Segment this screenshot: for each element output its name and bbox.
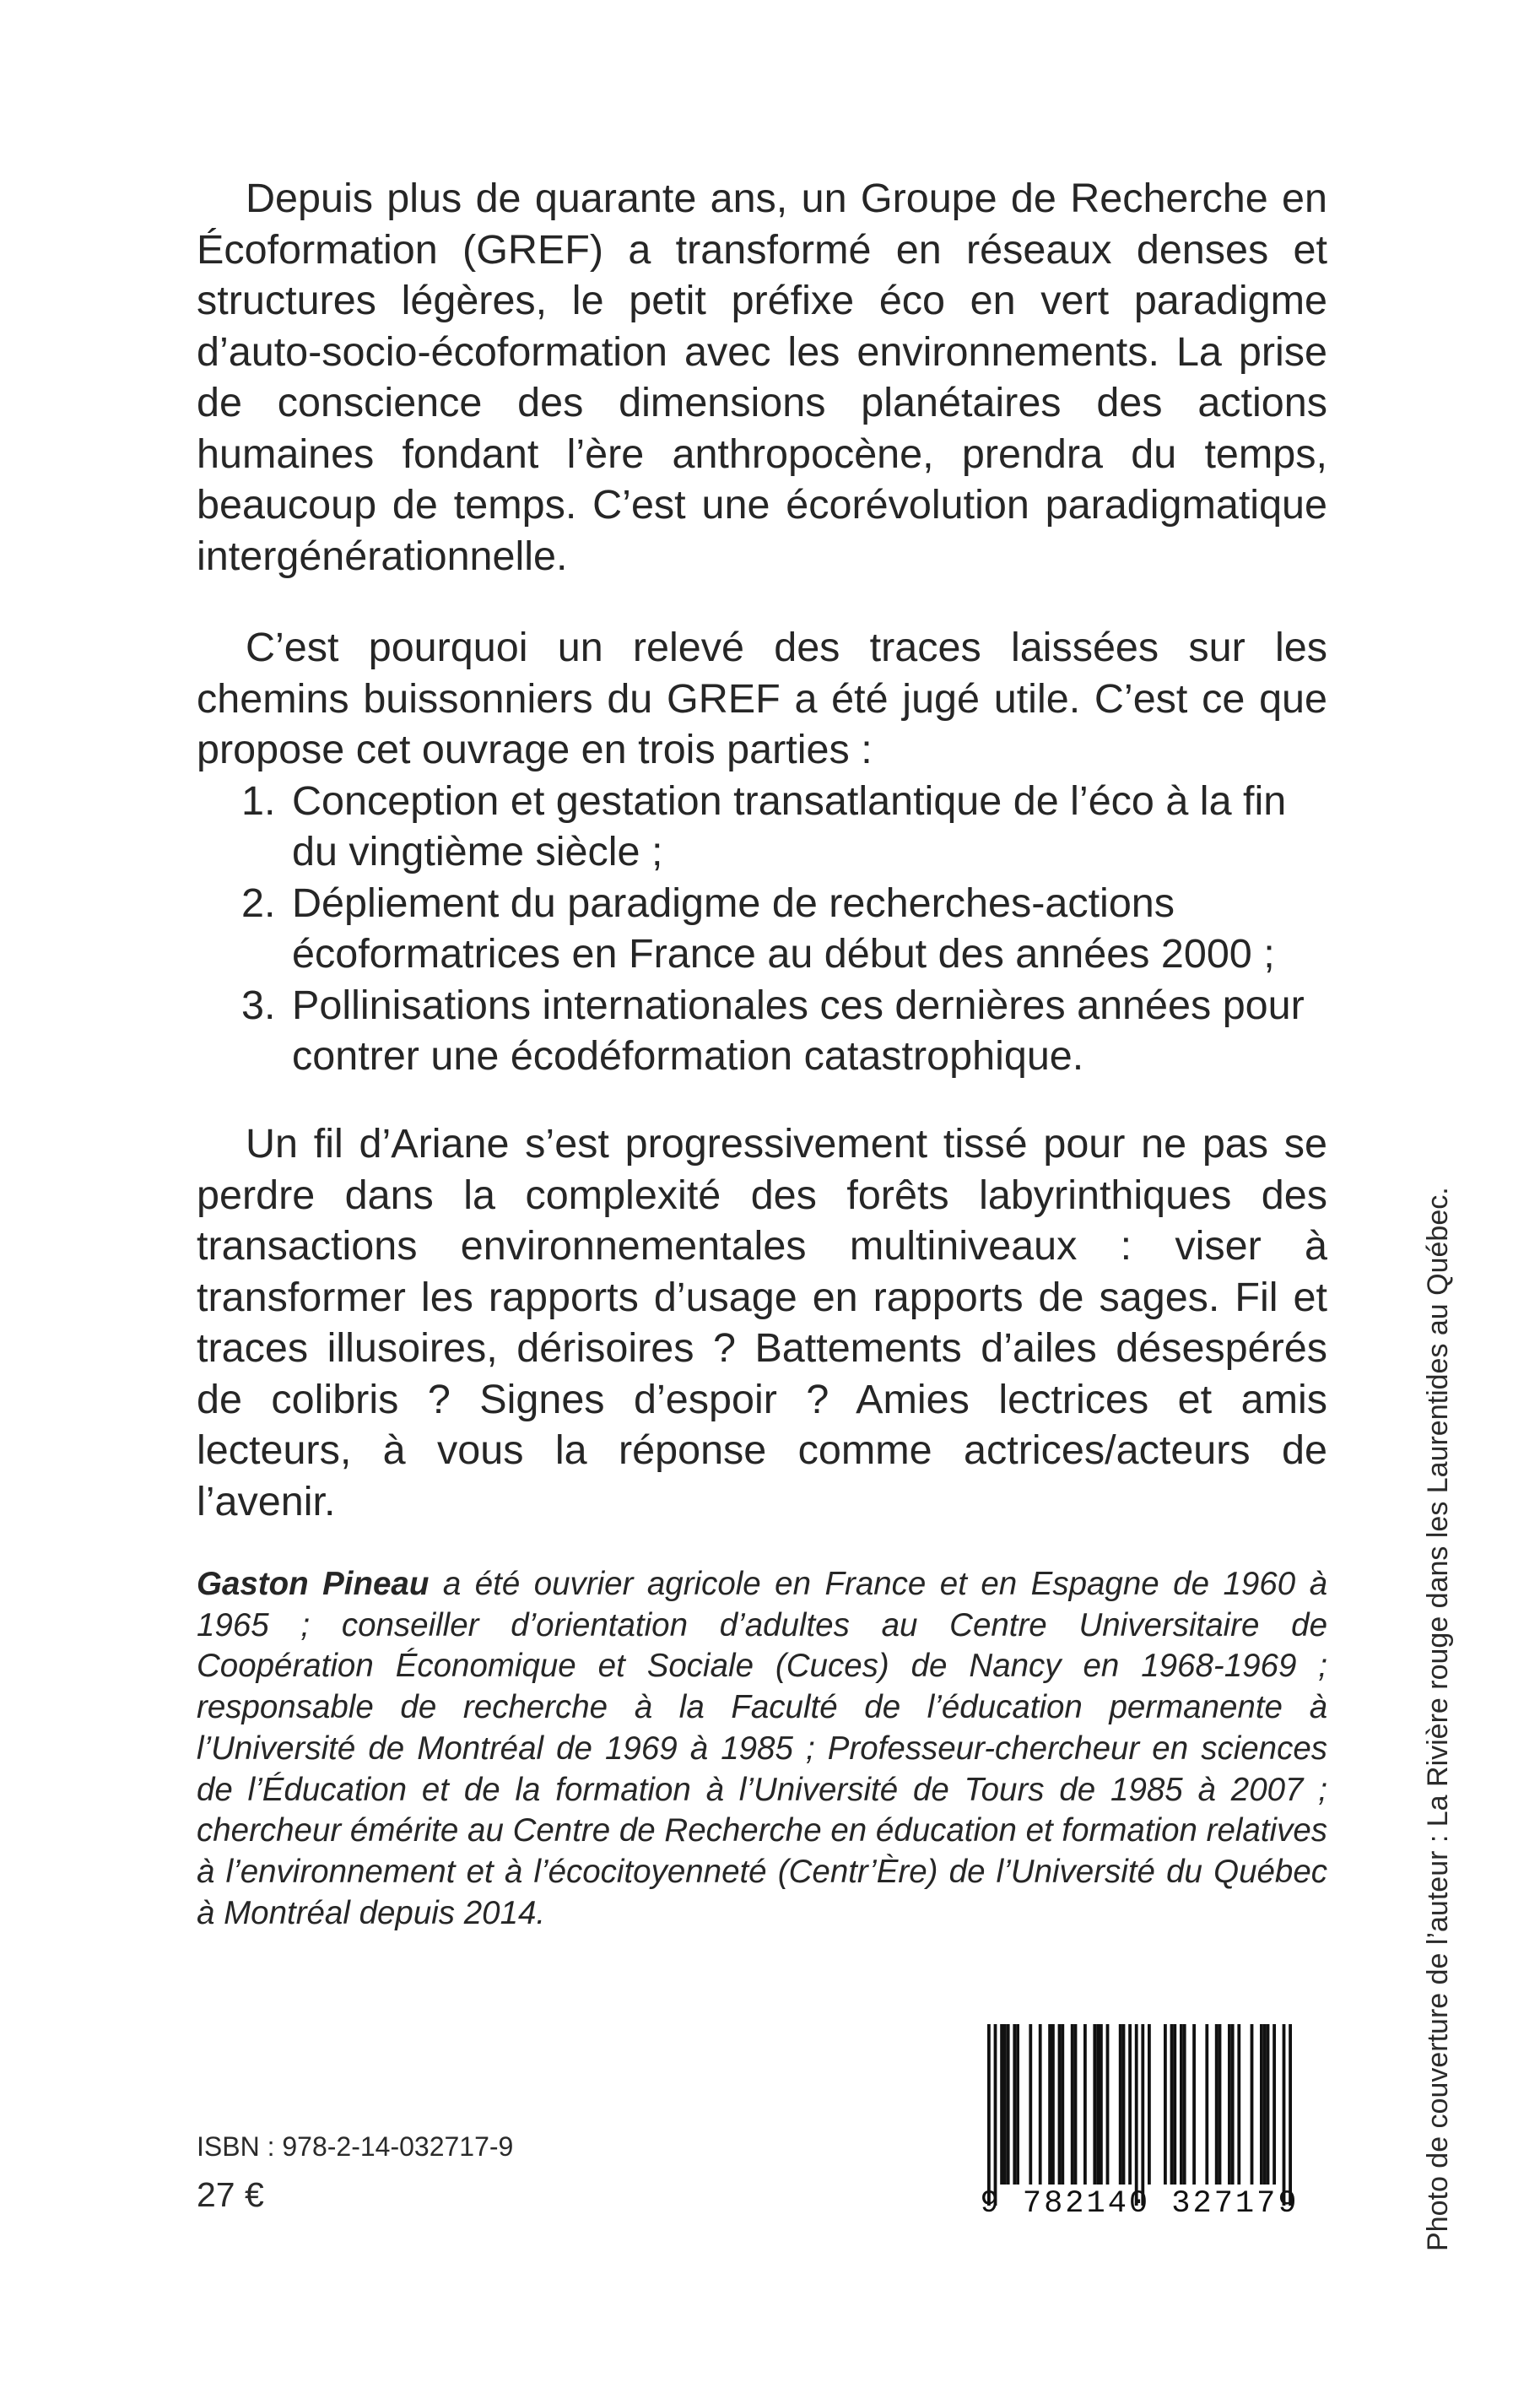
barcode-bar — [1013, 2024, 1016, 2185]
barcode-bar — [1164, 2024, 1167, 2185]
barcode-digits: 9 782140 327179 — [980, 2186, 1300, 2222]
barcode-bar — [1289, 2024, 1292, 2206]
barcode-bar — [1263, 2024, 1267, 2185]
barcode-bar — [1100, 2024, 1103, 2185]
barcode-bar — [1058, 2024, 1062, 2185]
barcode-bar — [1215, 2024, 1218, 2185]
barcode-bar — [1260, 2024, 1263, 2185]
barcode-bar — [1051, 2024, 1055, 2185]
author-bio-text: a été ouvrier agricole en France et en Espagne de 1960 à 1965 ; conseiller d’orientation d’adultes au Centre Universitaire de Coopération Économique et Sociale (Cuces) de Nancy en 1968-1969 ; responsable de recherche à la Faculté de l’éducation permanente à l’Université de Montréal de 1969 à 1985 ; Professeur-chercheur en sciences de l’Éducation et de la formation à l’Université de Tours de 1985 à 2007 ; chercheur émérite au Centre de Recherche en éducation et formation relatives à l’environnement et à l’écocitoyenneté (Centr’Ère) de l’Université du Québec à Montréal depuis 2014. — [197, 1566, 1327, 1931]
ean13-barcode-icon — [957, 2024, 1322, 2224]
isbn-label: ISBN : 978-2-14-032717-9 — [197, 2131, 514, 2162]
barcode-bar — [1122, 2024, 1126, 2185]
list-item-number: 2. — [241, 880, 276, 926]
barcode-bar — [1007, 2024, 1010, 2185]
barcode-bar — [1029, 2024, 1032, 2185]
barcode-bar — [1141, 2024, 1144, 2206]
list-item — [197, 878, 1327, 980]
list-item-text: Dépliement du paradigme de recherches-actions écoformatrices en France au début des années 2000 ; — [292, 880, 1275, 977]
barcode-bar — [1128, 2024, 1132, 2185]
barcode-bar — [1273, 2024, 1276, 2185]
barcode-bar — [994, 2024, 997, 2206]
barcode-bar — [1205, 2024, 1208, 2185]
list-item — [197, 776, 1327, 878]
barcode-bar — [1093, 2024, 1096, 2185]
barcode-bar — [1192, 2024, 1196, 2185]
list-item-text: Conception et gestation transatlantique de l’éco à la fin du vingtième siècle ; — [292, 777, 1287, 874]
barcode-bar — [1106, 2024, 1110, 2185]
barcode-bar — [1183, 2024, 1186, 2185]
barcode-bar — [1039, 2024, 1042, 2185]
blurb-paragraph-1 — [197, 173, 1327, 582]
barcode-bar — [1048, 2024, 1051, 2185]
blurb-paragraph-3 — [197, 1118, 1327, 1527]
barcode-bar — [1180, 2024, 1183, 2185]
author-name: Gaston Pineau — [197, 1566, 430, 1602]
barcode-bar — [1237, 2024, 1240, 2185]
barcode-bar — [1096, 2024, 1100, 2185]
barcode-bar — [1218, 2024, 1222, 2185]
author-bio — [197, 1564, 1327, 1934]
blurb-paragraph-3-text: Un fil d’Ariane s’est progressivement tissé pour ne pas se perdre dans la complexité des forêts labyrinthiques des transactions environnementales multiniveaux : viser à transformer les rapports d’usage en rapports de sages. Fil et traces illusoires, dérisoires ? Battements d’ailes désespérés de colibris ? Signes d’espoir ? Amies lectrices et amis lecteurs, à vous la réponse comme actrices/acteurs de l’avenir. — [197, 1121, 1327, 1524]
barcode-bar — [1119, 2024, 1122, 2185]
barcode-bar — [1148, 2024, 1151, 2185]
barcode-bar — [1251, 2024, 1254, 2185]
barcode-bar — [1083, 2024, 1087, 2185]
blurb-paragraph-1-text: Depuis plus de quarante ans, un Groupe de Recherche en Écoformation (GREF) a transformé en réseaux denses et structures légères, le petit préfixe éco en vert paradigme d’auto-socio-écoformation avec les environnements. La prise de conscience des dimensions planétaires des actions humaines fondant l’ère anthropocène, prendra du temps, beaucoup de temps. C’est une écorévolution paradigmatique intergénérationnelle. — [197, 176, 1327, 579]
barcode-bar — [1228, 2024, 1231, 2185]
barcode-bar — [1231, 2024, 1235, 2185]
barcode-bar — [1170, 2024, 1174, 2185]
parts-list — [197, 776, 1327, 1082]
list-item-number: 3. — [241, 982, 276, 1028]
blurb-paragraph-2-intro: C’est pourquoi un relevé des traces laissées sur les chemins buissonniers du GREF a été jugé utile. C’est ce que propose cet ouvrage en trois parties : — [197, 625, 1327, 772]
barcode-bar — [1000, 2024, 1003, 2185]
barcode-bar — [1003, 2024, 1007, 2185]
barcode-bar — [1074, 2024, 1078, 2185]
price-label: 27 € — [197, 2175, 264, 2214]
list-item-number: 1. — [241, 777, 276, 824]
barcode-bar — [1283, 2024, 1286, 2206]
barcode-bar — [1267, 2024, 1270, 2185]
list-item-text: Pollinisations internationales ces dernières années pour contrer une écodéformation catastrophique. — [292, 982, 1305, 1079]
cover-photo-credit: Photo de couverture de l’auteur : La Rivière rouge dans les Laurentides au Québec. — [1422, 1187, 1454, 2251]
barcode-bar — [1135, 2024, 1138, 2206]
list-item — [197, 980, 1327, 1082]
blurb-paragraph-2 — [197, 622, 1327, 1082]
barcode-bar — [1173, 2024, 1176, 2185]
barcode-bar — [1071, 2024, 1074, 2185]
barcode-bar — [1061, 2024, 1064, 2185]
barcode-bar — [987, 2024, 991, 2206]
barcode-bar — [1016, 2024, 1019, 2185]
